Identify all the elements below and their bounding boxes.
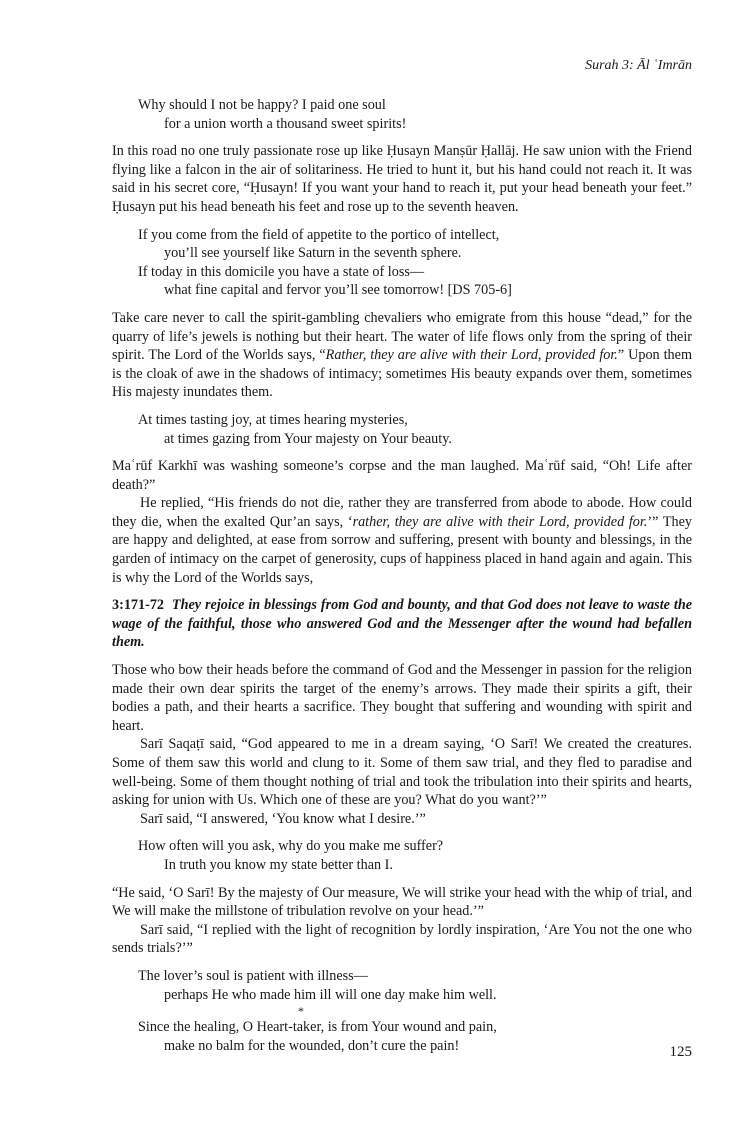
verse-5 xyxy=(112,967,692,1055)
verse-2 xyxy=(112,226,692,300)
page-body xyxy=(112,96,692,1055)
verse-3 xyxy=(112,411,692,448)
quran-verse xyxy=(112,596,692,652)
quran-quote: rather, they are alive with their Lord, provided for. xyxy=(352,513,648,530)
paragraph: In this road no one truly passionate rose up like Ḥusayn Manṣūr Ḥallāj. He saw union with the Friend flying like a falcon in the air of solitariness. He tried to hunt it, but his hand could not reach it. It was said in his secret core, “Ḥusayn! If you want your hand to reach it, put your head beneath your feet.” Ḥusayn put his head beneath his feet and rose up to the seventh heaven. xyxy=(112,143,692,215)
verse-line: At times tasting joy, at times hearing mysteries, xyxy=(138,411,408,428)
section-separator: * xyxy=(298,1004,304,1019)
verse-line: at times gazing from Your majesty on Your beauty. xyxy=(164,430,452,447)
paragraph: Those who bow their heads before the command of God and the Messenger in passion for the religion made their own dear spirits the target of the enemy’s arrows. They made their spirits a gift, their bodies a path, and their hearts a sacrifice. They bought that suffering and wounding with spirit and heart. xyxy=(112,662,692,734)
verse-line: How often will you ask, why do you make me suffer? xyxy=(138,838,444,855)
verse-1 xyxy=(112,96,692,133)
verse-line: what fine capital and fervor you’ll see tomorrow! [DS 705-6] xyxy=(164,282,512,299)
verse-line: The lover’s soul is patient with illness— xyxy=(138,967,368,984)
paragraph: Sarī said, “I answered, ‘You know what I desire.’” xyxy=(140,810,426,827)
text: He replied, “His friends do not die, rather they are transferred from abode to abode. How could they die, when the exalted Qur’an says, ‘ xyxy=(112,495,692,530)
verse-line: for a union worth a thousand sweet spirits! xyxy=(164,115,407,132)
paragraph xyxy=(112,494,692,587)
verse-reference: 3:171-72 xyxy=(112,597,165,614)
verse-line: Why should I not be happy? I paid one soul xyxy=(138,97,386,113)
paragraph: Maʿrūf Karkhī was washing someone’s corpse and the man laughed. Maʿrūf said, “Oh! Life after death?” xyxy=(112,458,692,493)
verse-line: If today in this domicile you have a state of loss— xyxy=(138,263,425,280)
paragraph: “He said, ‘O Sarī! By the majesty of Our measure, We will strike your head with the whip of trial, and We will make the millstone of tribulation revolve on your head.’” xyxy=(112,884,692,920)
verse-line: If you come from the field of appetite to the portico of intellect, xyxy=(138,226,500,243)
verse-line: Since the healing, O Heart-taker, is from Your wound and pain, xyxy=(138,1019,497,1036)
verse-line: perhaps He who made him ill will one day make him well. xyxy=(164,986,497,1003)
running-head: Surah 3: Āl ʿImrān xyxy=(585,58,692,73)
verse-text: They rejoice in blessings from God and bounty, and that God does not leave to waste the wage of the faithful, those who answered God and the Messenger after the wound had befallen them. xyxy=(112,597,693,651)
paragraph: Sarī said, “I replied with the light of recognition by lordly inspiration, ‘Are You not the one who sends trials?’” xyxy=(112,921,692,957)
text: ’” They are happy and delighted, at ease from sorrow and suffering, present with bounty and blessings, in the garden of intimacy on the carpet of generosity, cups of happiness placed in hand again and again. This is why the Lord of the Worlds says, xyxy=(112,513,692,586)
quran-quote: Rather, they are alive with their Lord, provided for. xyxy=(325,347,618,364)
text: ” Upon them is the cloak of awe in the shadows of intimacy; sometimes His beauty expands over them, sometimes His majesty inundates them. xyxy=(112,347,692,401)
verse-line: In truth you know my state better than I. xyxy=(164,856,393,873)
verse-4 xyxy=(112,837,692,874)
page-number: 125 xyxy=(669,1044,692,1060)
paragraph: Sarī Saqaṭī said, “God appeared to me in a dream saying, ‘O Sarī! We created the creatures. Some of them saw this world and clung to it. Some of them saw trial, and they fled to paradise and well-being. Some of them thought nothing of trial and took the tribulation into their spirits and hearts, asking for union with Us. Which one of these are you? What do you want?’” xyxy=(112,736,692,809)
paragraph xyxy=(112,309,692,402)
verse-line: make no balm for the wounded, don’t cure the pain! xyxy=(164,1037,460,1054)
verse-line: you’ll see yourself like Saturn in the seventh sphere. xyxy=(164,245,462,262)
text: Take care never to call the spirit-gambling chevaliers who emigrate from this house “dead,” for the quarry of life’s jewels is nothing but their heart. The water of life flows only from the spring of their spirit. The Lord of the Worlds says, “ xyxy=(112,309,692,364)
